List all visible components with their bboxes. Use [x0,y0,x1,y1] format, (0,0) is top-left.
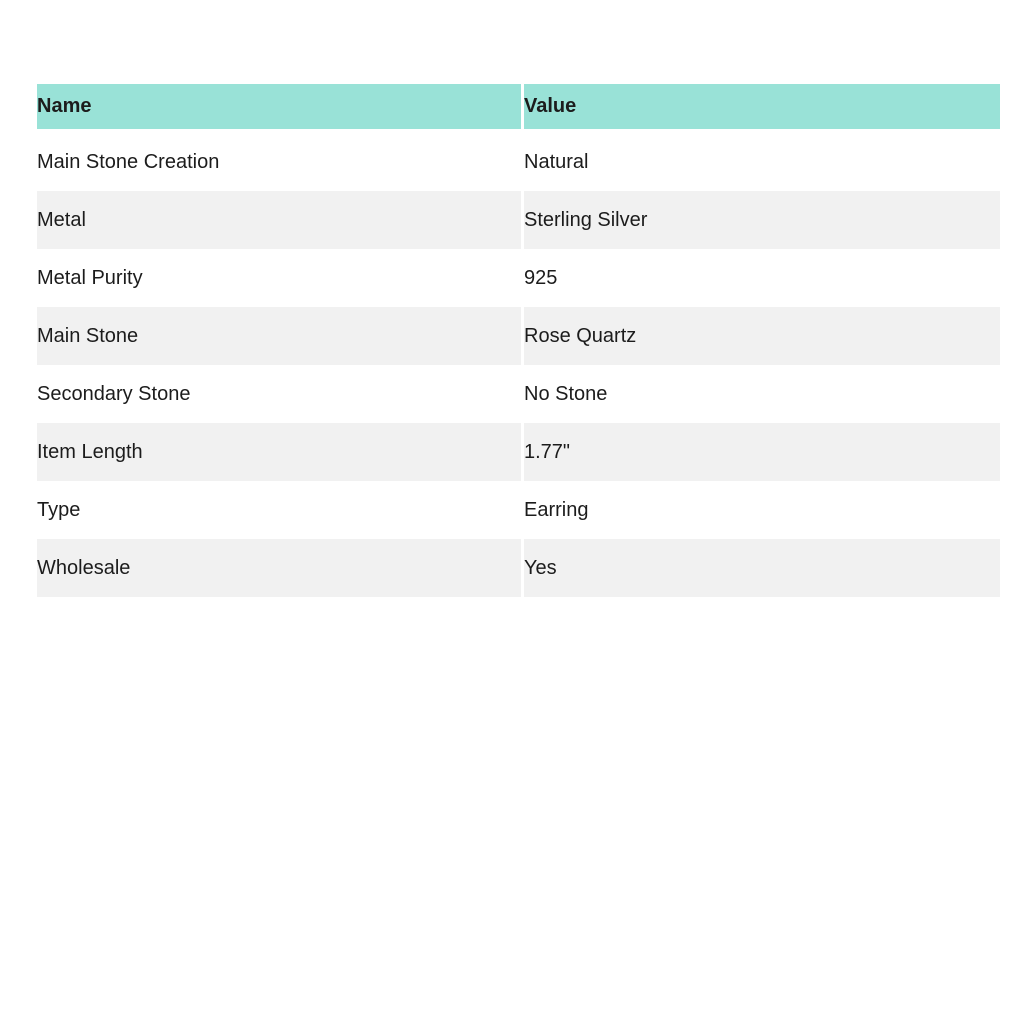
row-name: Main Stone Creation [37,133,524,191]
table-row [37,191,1000,249]
row-name: Item Length [37,423,524,481]
row-value: 1.77" [524,423,1000,481]
row-value: Yes [524,539,1000,597]
table-row [37,249,1000,307]
header-row [37,84,1000,133]
product-spec-table [37,84,1000,597]
row-value: Rose Quartz [524,307,1000,365]
row-value: Sterling Silver [524,191,1000,249]
column-header-name: Name [37,84,524,133]
table-row [37,481,1000,539]
row-name: Wholesale [37,539,524,597]
row-name: Metal [37,191,524,249]
row-name: Main Stone [37,307,524,365]
spec-table-header [37,84,1000,133]
row-value: No Stone [524,365,1000,423]
table-row [37,307,1000,365]
table-row [37,365,1000,423]
column-header-value: Value [524,84,1000,133]
row-name: Metal Purity [37,249,524,307]
table-row [37,423,1000,481]
table-row [37,133,1000,191]
table-row [37,539,1000,597]
row-name: Type [37,481,524,539]
row-name: Secondary Stone [37,365,524,423]
spec-table-body [37,133,1000,597]
row-value: Earring [524,481,1000,539]
row-value: Natural [524,133,1000,191]
row-value: 925 [524,249,1000,307]
